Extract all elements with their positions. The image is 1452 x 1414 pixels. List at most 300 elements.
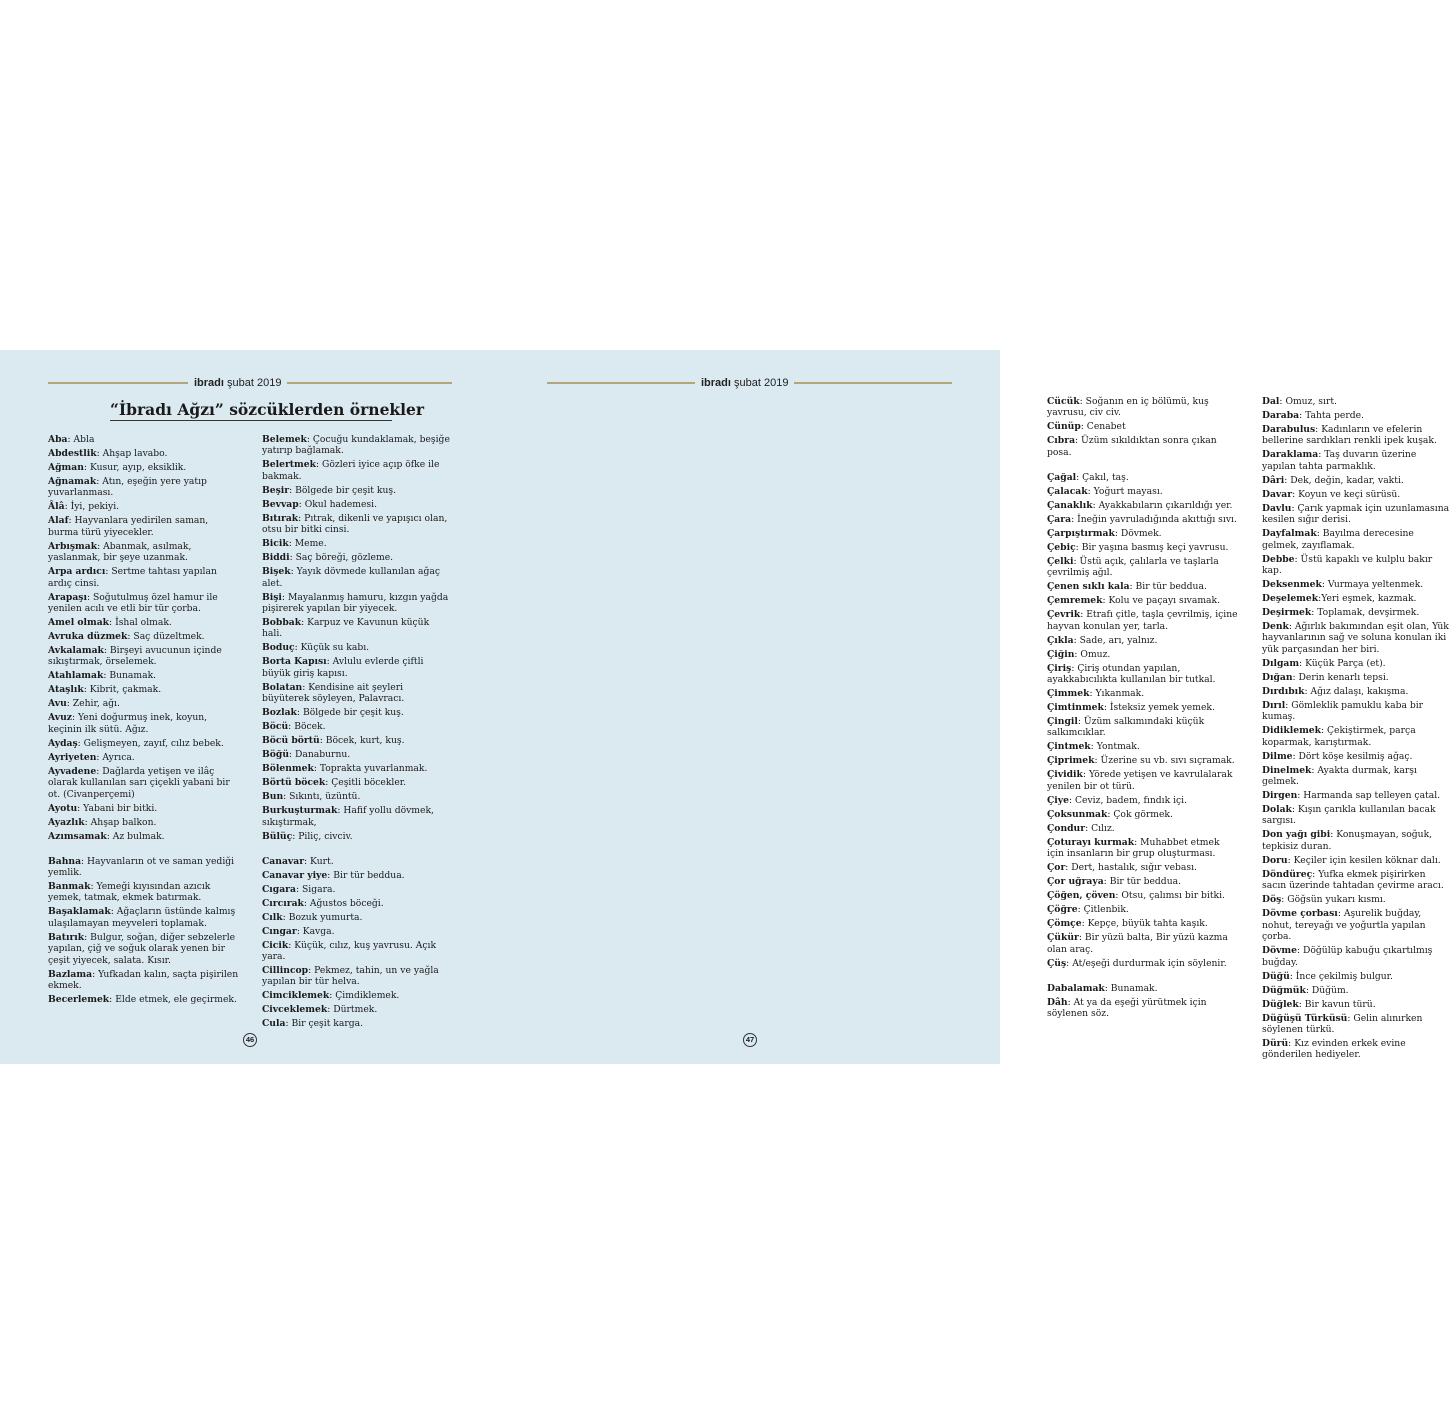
- entry-definition: : Yıkanmak.: [1089, 688, 1145, 700]
- glossary-entry: [262, 805, 452, 828]
- entry-term: Dinelmek: [1262, 764, 1312, 776]
- glossary-entry: [48, 817, 240, 828]
- glossary-entry: [1262, 725, 1452, 748]
- entry-term: Çara: [1047, 513, 1072, 525]
- entry-term: Cıngar: [262, 925, 297, 937]
- entry-definition: : Üzerine su vb. sıvı sıçramak.: [1094, 755, 1235, 767]
- glossary-entry: [48, 803, 240, 814]
- entry-term: Çoturayı kurmak: [1047, 836, 1135, 848]
- glossary-entry: [1262, 593, 1452, 604]
- entry-definition: : Ahşap balkon.: [84, 816, 157, 828]
- entry-definition: : Saç böreği, gözleme.: [289, 552, 394, 564]
- entry-definition: : Muhabbet etmek için insanların bir grup oluşturması.: [1047, 836, 1220, 860]
- entry-definition: : Kavga.: [296, 925, 335, 937]
- entry-definition: : Bunamak.: [103, 670, 157, 682]
- glossary-entry: [48, 462, 240, 473]
- entry-term: Daraklama: [1262, 449, 1319, 461]
- entry-term: Çöğre: [1047, 904, 1078, 916]
- entry-definition: : Toplamak, devşirmek.: [1311, 607, 1420, 619]
- entry-definition: : Bir tür beddua.: [1129, 581, 1207, 593]
- glossary-entry: [1047, 635, 1239, 646]
- entry-term: Biddi: [262, 552, 290, 564]
- entry-term: Ayriyeten: [48, 751, 97, 763]
- glossary-entry: [48, 831, 240, 842]
- glossary-entry: [1262, 579, 1452, 590]
- entry-term: Çarpıştırmak: [1047, 527, 1115, 539]
- entry-definition: : Çakıl, taş.: [1076, 471, 1129, 483]
- entry-term: Bozlak: [262, 707, 297, 719]
- entry-term: Cılk: [262, 911, 283, 923]
- glossary-entry: [1262, 985, 1452, 996]
- entry-definition: : Zehir, ağı.: [66, 698, 120, 710]
- glossary-entry: [262, 499, 452, 510]
- entry-term: Bişek: [262, 566, 291, 578]
- entry-term: Çağal: [1047, 471, 1077, 483]
- entry-term: Dirgen: [1262, 790, 1298, 802]
- entry-definition: : Kepçe, büyük tahta kaşık.: [1081, 918, 1208, 930]
- glossary-entry: [1262, 424, 1452, 447]
- entry-term: Boduç: [262, 642, 295, 654]
- entry-term: Dılgam: [1262, 657, 1300, 669]
- entry-term: Cıgara: [262, 883, 296, 895]
- glossary-entry: [1262, 829, 1452, 852]
- glossary-entry: [1047, 823, 1239, 834]
- entry-definition: : Elde etmek, ele geçirmek.: [109, 994, 237, 1006]
- glossary-entry: [262, 856, 452, 867]
- entry-term: Dövme çorbası: [1262, 908, 1338, 920]
- entry-term: Abdestlik: [48, 448, 97, 459]
- entry-term: Amel olmak: [48, 617, 110, 629]
- entry-definition: : Üstü açık, çalılarla ve taşlarla çevrilmiş ağıl.: [1047, 555, 1219, 579]
- entry-definition: : Kolu ve paçayı sıvamak.: [1102, 595, 1221, 607]
- entry-definition: : Sertme tahtası yapılan ardıç cinsi.: [48, 566, 217, 589]
- glossary-entry: [1262, 999, 1452, 1010]
- entry-definition: : Dürtmek.: [327, 1004, 378, 1016]
- entry-term: Âlâ: [48, 501, 65, 513]
- entry-term: Çor uğraya: [1047, 876, 1104, 888]
- glossary-entry: [1047, 528, 1239, 539]
- entry-definition: : Bir kavun türü.: [1298, 998, 1376, 1010]
- entry-term: Arapaşı: [48, 591, 87, 603]
- entry-definition: : Sıkıntı, üzüntü.: [283, 791, 361, 803]
- glossary-entry: [1262, 894, 1452, 905]
- glossary-entry: [1047, 663, 1239, 686]
- glossary-entry: [1047, 755, 1239, 766]
- glossary-entry: [1262, 855, 1452, 866]
- glossary-entry: [262, 870, 452, 881]
- entry-term: Çalacak: [1047, 485, 1088, 497]
- entry-term: Didiklemek: [1262, 725, 1322, 737]
- section-gap: [48, 845, 240, 856]
- entry-term: Çor: [1047, 862, 1066, 874]
- entry-definition: : İyi, pekiyi.: [64, 501, 120, 513]
- glossary-entry: [1047, 421, 1239, 432]
- entry-term: Azımsamak: [48, 830, 107, 842]
- entry-term: Çükür: [1047, 932, 1079, 944]
- glossary-entry: [1047, 581, 1239, 592]
- entry-term: Beşir: [262, 484, 290, 496]
- glossary-entry: [1047, 500, 1239, 511]
- entry-definition: : Toprakta yuvarlanmak.: [313, 763, 428, 775]
- entry-definition: : Kışın çarıkla kullanılan bacak sargısı.: [1262, 804, 1436, 827]
- entry-term: Arpa ardıcı: [48, 566, 106, 578]
- magazine-brand: ibradı: [701, 377, 731, 389]
- entry-term: Çemremek: [1047, 595, 1103, 607]
- glossary-entry: [48, 906, 240, 929]
- entry-definition: : Dağlarda yetişen ve ilâç olarak kullanılan sarı çiçekli yabani bir ot. (Civanperçemi): [48, 765, 230, 800]
- entry-definition: : Ahşap lavabo.: [96, 448, 168, 459]
- entry-term: Çenen sıklı kala: [1047, 581, 1130, 593]
- entry-term: Cimciklemek: [262, 990, 330, 1002]
- header-rule: [287, 382, 452, 384]
- entry-term: Dayfalmak: [1262, 528, 1317, 540]
- entry-definition: : Etrafı çitle, taşla çevrilmiş, içine hayvan konulan yer, tarla.: [1047, 609, 1238, 632]
- glossary-entry: [1047, 486, 1239, 497]
- glossary-entry: [262, 898, 452, 909]
- glossary-entry: [1262, 528, 1452, 551]
- entry-term: Debbe: [1262, 553, 1295, 565]
- entry-definition: : Göğsün yukarı kısmı.: [1281, 894, 1386, 906]
- entry-definition: : Piliç, civciv.: [292, 830, 353, 842]
- glossary-entry: [1047, 688, 1239, 699]
- glossary-entry: [1047, 862, 1239, 873]
- page-header: [48, 376, 452, 390]
- entry-definition: : Yufkadan kalın, saçta pişirilen ekmek.: [48, 968, 239, 992]
- entry-term: Çıkla: [1047, 634, 1074, 646]
- glossary-entry: [1262, 945, 1452, 968]
- entry-definition: : Düğüm.: [1305, 984, 1349, 996]
- glossary-entry: [1047, 795, 1239, 806]
- glossary-entry: [262, 434, 452, 457]
- glossary-entry: [48, 881, 240, 904]
- entry-definition: : Avlulu evlerde çiftli büyük giriş kapısı.: [262, 656, 424, 679]
- glossary-entry: [262, 682, 452, 705]
- glossary-entry: [1262, 621, 1452, 655]
- entry-term: Böcü: [262, 721, 289, 733]
- glossary-entry: [1047, 958, 1239, 969]
- glossary-entry: [1262, 1013, 1452, 1036]
- glossary-entry: [1262, 971, 1452, 982]
- glossary-entry: [1047, 983, 1239, 994]
- entry-term: Çelki: [1047, 555, 1074, 567]
- entry-definition: : Üzüm sıkıldıktan sonra çıkan posa.: [1047, 435, 1217, 458]
- entry-term: Cırcırak: [262, 897, 304, 909]
- glossary-entry: [1262, 790, 1452, 801]
- entry-term: Çimmek: [1047, 688, 1090, 700]
- entry-definition: : Abanmak, asılmak, yaslanmak, bir şeye uzanmak.: [48, 540, 192, 564]
- entry-definition: : Bayılma derecesine gelmek, zayıflamak.: [1262, 528, 1414, 551]
- entry-term: Dal: [1262, 396, 1280, 407]
- entry-term: Cicik: [262, 939, 289, 951]
- entry-definition: : Gözleri iyice açıp öfke ile bakmak.: [262, 459, 440, 482]
- entry-term: Ağman: [48, 462, 84, 473]
- glossary-entry: [1047, 837, 1239, 860]
- glossary-entry: [262, 926, 452, 937]
- section-gap: [1047, 972, 1239, 983]
- glossary-entry: [1262, 700, 1452, 723]
- glossary-entry: [262, 791, 452, 802]
- entry-term: Ağnamak: [48, 476, 97, 487]
- entry-definition: : Bölgede bir çeşit kuş.: [289, 484, 397, 496]
- entry-definition: : Böcek.: [288, 721, 326, 733]
- entry-definition: : Tahta perde.: [1299, 410, 1364, 421]
- entry-definition: : Yayık dövmede kullanılan ağaç alet.: [262, 566, 441, 589]
- header-rule: [547, 382, 695, 384]
- entry-term: Döndüreç: [1262, 868, 1313, 880]
- glossary-entry: [1262, 804, 1452, 827]
- glossary-entry: [1262, 396, 1452, 407]
- entry-definition: : Bozuk yumurta.: [282, 911, 363, 923]
- glossary-column: [262, 434, 452, 1032]
- entry-definition: : Konuşmayan, soğuk, tepkisiz duran.: [1262, 829, 1433, 852]
- entry-definition: : Hayvanlara yedirilen saman, burma türü yiyecekler.: [48, 515, 209, 538]
- entry-term: Dâri: [1262, 474, 1285, 486]
- glossary-entry: [1047, 435, 1239, 458]
- glossary-entry: [262, 459, 452, 482]
- entry-definition: : Çekiştirmek, parça koparmak, karıştırmak.: [1262, 725, 1416, 748]
- entry-term: Davar: [1262, 488, 1293, 500]
- entry-definition: : Üzüm salkımındaki küçük salkımcıklar.: [1047, 716, 1205, 739]
- glossary-entry: [1262, 686, 1452, 697]
- entry-term: Borta Kapısı: [262, 656, 327, 668]
- entry-definition: : Dert, hastalık, sığır vebası.: [1065, 862, 1197, 874]
- entry-definition: : Az bulmak.: [106, 830, 165, 842]
- entry-term: Ayvadene: [48, 765, 97, 777]
- glossary-entry: [48, 856, 240, 879]
- entry-term: Çiriş: [1047, 662, 1072, 674]
- entry-definition: : Keçiler için kesilen köknar dalı.: [1287, 854, 1441, 866]
- glossary-column: [1047, 396, 1239, 1022]
- glossary-entry: [1262, 1038, 1452, 1061]
- glossary-entry: [1262, 554, 1452, 577]
- glossary-entry: [262, 1018, 452, 1029]
- glossary-entry: [1262, 503, 1452, 526]
- section-gap: [1047, 461, 1239, 472]
- entry-definition: : Dövmek.: [1114, 527, 1162, 539]
- entry-term: Belertmek: [262, 459, 316, 471]
- glossary-entry: [48, 670, 240, 681]
- glossary-entry: [1047, 556, 1239, 579]
- glossary-entry: [262, 642, 452, 653]
- entry-definition: : Ayrıca.: [96, 751, 135, 763]
- glossary-entry: [262, 965, 452, 988]
- entry-definition: : İsteksiz yemek yemek.: [1103, 702, 1215, 714]
- left-page: [0, 350, 500, 1064]
- glossary-entry: [48, 994, 240, 1005]
- glossary-entry: [1047, 716, 1239, 739]
- glossary-entry: [1262, 607, 1452, 618]
- entry-definition: : Omuz.: [1074, 648, 1111, 660]
- entry-definition: : Kusur, ayıp, eksiklik.: [83, 462, 187, 473]
- entry-term: Böğü: [262, 749, 289, 761]
- entry-term: Çömçe: [1047, 918, 1082, 930]
- entry-definition: : Aşurelik buğday, nohut, tereyağı ve yoğurtla yapılan çorba.: [1262, 908, 1426, 943]
- glossary-entry: [262, 763, 452, 774]
- glossary-entry: [1047, 472, 1239, 483]
- entry-term: Davlu: [1262, 502, 1292, 514]
- entry-term: Dolak: [1262, 804, 1292, 816]
- entry-definition: : At ya da eşeği yürütmek için söylenen söz.: [1047, 996, 1207, 1020]
- magazine-name: [188, 377, 287, 389]
- entry-definition: : Çocuğu kundaklamak, beşiğe yatırıp bağlamak.: [262, 434, 450, 457]
- entry-definition: : İneğin yavruladığında akıttığı sıvı.: [1071, 513, 1237, 525]
- entry-definition: : Ağustos böceği.: [303, 897, 384, 909]
- glossary-entry: [48, 592, 240, 615]
- glossary-entry: [48, 738, 240, 749]
- glossary-entry: [262, 990, 452, 1001]
- entry-definition: : Küçük, cılız, kuş yavrusu. Açık yara.: [262, 939, 437, 963]
- glossary-entry: [262, 617, 452, 640]
- entry-term: Çüş: [1047, 957, 1067, 969]
- entry-definition: : Taş duvarın üzerine yapılan tahta parmaklık.: [1262, 449, 1417, 472]
- glossary-entry: [48, 617, 240, 628]
- entry-term: Bobbak: [262, 617, 302, 629]
- page-header: [547, 376, 952, 390]
- glossary-entry: [48, 515, 240, 538]
- entry-term: Çoksunmak: [1047, 808, 1108, 820]
- glossary-entry: [1047, 396, 1239, 419]
- glossary-entry: [1047, 542, 1239, 553]
- entry-definition: : Dek, değin, kadar, vakti.: [1284, 474, 1404, 486]
- entry-definition: : Derin kenarlı tepsi.: [1292, 671, 1389, 683]
- entry-term: Cillincop: [262, 965, 309, 977]
- glossary-entry: [262, 538, 452, 549]
- entry-term: Bölenmek: [262, 763, 314, 775]
- entry-term: Börtü böcek: [262, 777, 326, 789]
- entry-definition: : Meme.: [288, 538, 327, 550]
- entry-definition: : Harmanda sap telleyen çatal.: [1297, 790, 1441, 802]
- glossary-entry: [1262, 765, 1452, 788]
- glossary-entry: [48, 541, 240, 564]
- entry-term: Çividik: [1047, 769, 1083, 781]
- entry-definition: : Gelişmeyen, zayıf, cılız bebek.: [77, 737, 224, 749]
- entry-term: Denk: [1262, 621, 1289, 633]
- glossary-column: [48, 434, 240, 1008]
- article-title: “İbradı Ağzı” sözcüklerden örnekler: [110, 400, 425, 419]
- entry-definition: : Ayakkabıların çıkarıldığı yer.: [1092, 499, 1233, 511]
- entry-definition: : Yeni doğurmuş inek, koyun, keçinin ilk sütü. Ağız.: [48, 712, 208, 735]
- entry-term: Dırdıbık: [1262, 685, 1305, 697]
- glossary-column: [1262, 396, 1452, 1063]
- entry-definition: : Yörede yetişen ve kavrulalarak yenilen bir ot türü.: [1047, 769, 1233, 792]
- glossary-entry: [262, 831, 452, 842]
- entry-definition: : Üstü kapaklı ve kulplu bakır kap.: [1262, 553, 1433, 577]
- entry-definition: : Soğanın en iç bölümü, kuş yavrusu, civ civ.: [1047, 396, 1209, 419]
- entry-definition: : Koyun ve keçi sürüsü.: [1292, 488, 1401, 500]
- glossary-entry: [262, 1004, 452, 1015]
- entry-definition: : İnce çekilmiş bulgur.: [1289, 970, 1393, 982]
- entry-definition: : Cılız.: [1085, 822, 1115, 834]
- entry-definition: : Dört köşe kesilmiş ağaç.: [1292, 750, 1413, 762]
- entry-term: Çöğen, çöven: [1047, 890, 1116, 902]
- glossary-entry: [1262, 410, 1452, 421]
- entry-term: Bişi: [262, 591, 282, 603]
- entry-definition: : Abla: [67, 434, 95, 445]
- entry-definition: : Gelin alınırken söylenen türkü.: [1262, 1012, 1423, 1035]
- entry-term: Bun: [262, 791, 284, 803]
- entry-term: Düğüşü Türküsü: [1262, 1012, 1348, 1024]
- entry-term: Böcü börtü: [262, 735, 320, 747]
- entry-definition: : Bir yaşına basmış keçi yavrusu.: [1075, 541, 1229, 553]
- glossary-entry: [1262, 751, 1452, 762]
- entry-definition: : Yufka ekmek pişirirken sacın üzerinde tahtadan çevirme aracı.: [1262, 868, 1444, 892]
- glossary-entry: [1047, 890, 1239, 901]
- entry-term: Atahlamak: [48, 670, 104, 682]
- glossary-entry: [1047, 904, 1239, 915]
- entry-definition: : Yoğurt mayası.: [1087, 485, 1163, 497]
- glossary-entry: [262, 735, 452, 746]
- glossary-entry: [1262, 658, 1452, 669]
- entry-definition: : Ayakta durmak, karşı gelmek.: [1262, 764, 1417, 788]
- entry-definition: : Kibrit, çakmak.: [83, 684, 162, 696]
- entry-definition: : Çiriş otundan yapılan, ayakkabıcılıkta kullanılan bir tutkal.: [1047, 662, 1216, 686]
- entry-term: Bicik: [262, 538, 289, 550]
- entry-term: Civceklemek: [262, 1004, 328, 1016]
- entry-term: Dabalamak: [1047, 982, 1105, 994]
- header-rule: [794, 382, 952, 384]
- header-rule: [48, 382, 188, 384]
- entry-definition: : Ceviz, badem, fındık içi.: [1069, 794, 1188, 806]
- glossary-entry: [1262, 475, 1452, 486]
- entry-definition: : Sade, arı, yalnız.: [1073, 634, 1158, 646]
- entry-definition: : Böcek, kurt, kuş.: [319, 735, 405, 747]
- glossary-entry: [262, 721, 452, 732]
- entry-term: Bolatan: [262, 681, 303, 693]
- entry-definition: : Küçük su kabı.: [294, 642, 370, 654]
- entry-definition: : Hayvanların ot ve saman yediği yemlik.: [48, 855, 235, 879]
- entry-definition: : Gömleklik pamuklu kaba bir kumaş.: [1262, 699, 1424, 723]
- entry-term: Canavar: [262, 855, 305, 867]
- glossary-entry: [48, 766, 240, 800]
- glossary-entry: [48, 434, 240, 445]
- entry-definition: : Cenabet: [1080, 421, 1126, 433]
- glossary-entry: [48, 448, 240, 459]
- glossary-entry: [1047, 609, 1239, 632]
- entry-term: Çiprimek: [1047, 755, 1095, 767]
- glossary-entry: [1262, 869, 1452, 892]
- entry-term: Çebiç: [1047, 541, 1076, 553]
- entry-definition: : Kız evinden erkek evine gönderilen hediyeler.: [1262, 1037, 1406, 1061]
- entry-definition: : Bir çeşit karga.: [285, 1018, 364, 1030]
- entry-definition: : Çimdiklemek.: [329, 990, 400, 1002]
- entry-term: Çondur: [1047, 822, 1086, 834]
- entry-term: Deşirmek: [1262, 607, 1312, 619]
- entry-term: Darabulus: [1262, 424, 1316, 435]
- entry-term: Çingil: [1047, 716, 1078, 728]
- entry-term: Batırık: [48, 931, 85, 943]
- entry-term: Canavar yiye: [262, 869, 328, 881]
- glossary-entry: [1262, 908, 1452, 942]
- entry-term: Çevrik: [1047, 609, 1081, 621]
- entry-definition: : Çarık yapmak için uzunlamasına kesilen sığır derisi.: [1262, 502, 1450, 526]
- magazine-issue: şubat 2019: [734, 377, 789, 389]
- entry-definition: : Atın, eşeğin yere yatıp yuvarlanması.: [48, 476, 207, 499]
- entry-definition: : Küçük Parça (et).: [1299, 657, 1386, 669]
- entry-term: Ayotu: [48, 802, 78, 814]
- glossary-entry: [1262, 672, 1452, 683]
- glossary-entry: [1262, 489, 1452, 500]
- entry-term: Alaf: [48, 515, 69, 527]
- entry-term: Daraba: [1262, 410, 1300, 421]
- glossary-entry: [1047, 997, 1239, 1020]
- entry-term: Banmak: [48, 881, 91, 893]
- glossary-entry: [1047, 918, 1239, 929]
- entry-term: Bazlama: [48, 968, 93, 980]
- entry-definition: : Bir tür beddua.: [327, 869, 405, 881]
- entry-definition: : Vurmaya yeltenmek.: [1321, 579, 1424, 591]
- glossary-entry: [48, 476, 240, 499]
- glossary-entry: [48, 969, 240, 992]
